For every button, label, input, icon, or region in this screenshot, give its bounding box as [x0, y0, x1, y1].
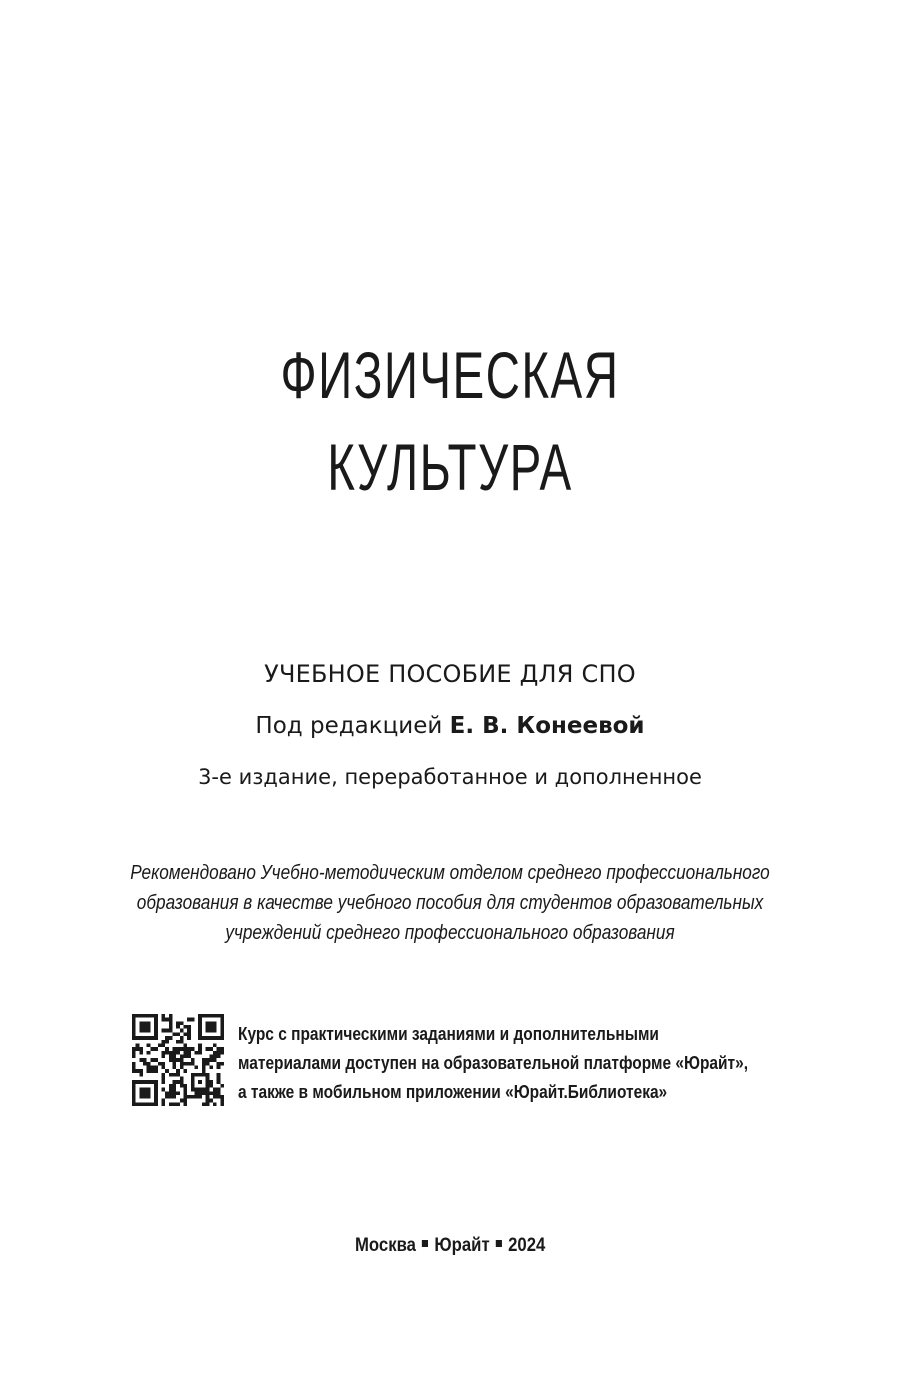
course-info-line: материалами доступен на образовательной платформе «Юрайт»,: [238, 1053, 749, 1073]
qr-code-icon[interactable]: [132, 1014, 224, 1106]
edition-note: 3-е издание, переработанное и дополненное: [198, 765, 702, 789]
separator-square-icon: [422, 1240, 428, 1247]
imprint: [0, 1235, 900, 1257]
recommendation-text: [0, 858, 900, 948]
separator-square-icon: [496, 1240, 502, 1247]
course-info-line: Курс с практическими заданиями и дополнительными: [238, 1024, 659, 1044]
recommendation-line: учреждений среднего профессионального образования: [225, 922, 675, 944]
editor-name: Е. В. Конеевой: [449, 713, 645, 739]
recommendation-line: Рекомендовано Учебно-методическим отделом среднего профессионального: [130, 862, 770, 884]
recommendation-line: образования в качестве учебного пособия для студентов образовательных: [136, 892, 764, 914]
editor-line: [0, 713, 900, 739]
editor-prefix: Под редакцией: [255, 713, 443, 739]
imprint-city: Москва: [354, 1235, 416, 1256]
imprint-year: 2024: [507, 1235, 546, 1256]
course-info: [238, 1020, 818, 1107]
imprint-publisher: Юрайт: [434, 1235, 490, 1256]
book-title-line-1: ФИЗИЧЕСКАЯ: [280, 338, 620, 412]
course-info-line: а также в мобильном приложении «Юрайт.Библиотека»: [238, 1082, 668, 1102]
book-title-line-2: КУЛЬТУРА: [327, 430, 573, 504]
book-type: УЧЕБНОЕ ПОСОБИЕ ДЛЯ СПО: [264, 660, 636, 688]
